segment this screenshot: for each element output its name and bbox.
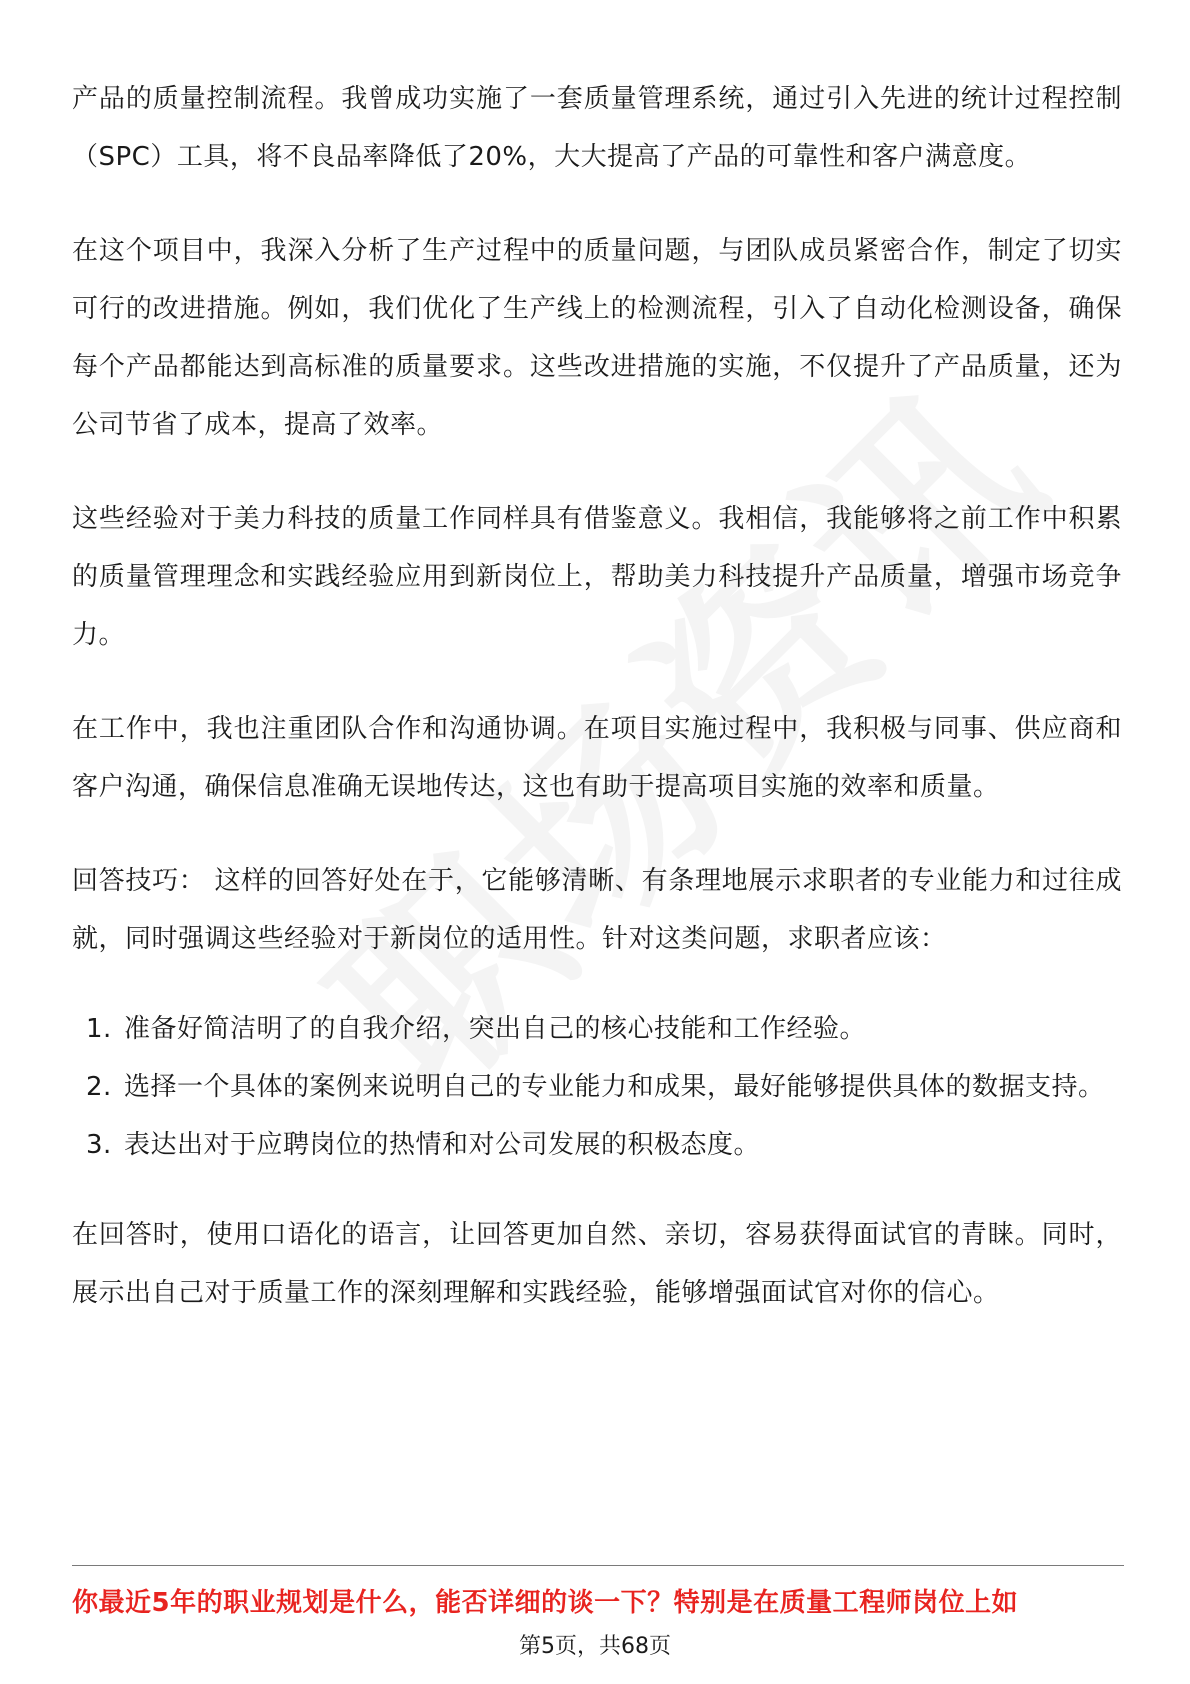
list-item-text: 准备好简洁明了的自我介绍，突出自己的核心技能和工作经验。 xyxy=(124,1014,867,1044)
list-item xyxy=(72,1000,1122,1058)
tips-list xyxy=(72,1000,1122,1174)
page-number: 第5页，共68页 xyxy=(519,1634,671,1659)
paragraph-project-detail: 在这个项目中，我深入分析了生产过程中的质量问题，与团队成员紧密合作，制定了切实可行的改进措施。例如，我们优化了生产线上的检测流程，引入了自动化检测设备，确保每个产品都能达到高标准的质量要求。这些改进措施的实施，不仅提升了产品质量，还为公司节省了成本，提高了效率。 xyxy=(72,236,1122,440)
paragraph-experience-value: 这些经验对于美力科技的质量工作同样具有借鉴意义。我相信，我能够将之前工作中积累的质量管理理念和实践经验应用到新岗位上，帮助美力科技提升产品质量，增强市场竞争力。 xyxy=(72,504,1122,650)
list-item-number: 2. xyxy=(86,1072,112,1102)
document-body xyxy=(72,70,1122,1358)
list-item xyxy=(72,1116,1122,1174)
list-item-text: 选择一个具体的案例来说明自己的专业能力和成果，最好能够提供具体的数据支持。 xyxy=(124,1072,1105,1102)
list-item-number: 1. xyxy=(86,1014,112,1044)
paragraph-closing: 在回答时，使用口语化的语言，让回答更加自然、亲切，容易获得面试官的青睐。同时，展示出自己对于质量工作的深刻理解和实践经验，能够增强面试官对你的信心。 xyxy=(72,1220,1122,1308)
paragraph-teamwork: 在工作中，我也注重团队合作和沟通协调。在项目实施过程中，我积极与同事、供应商和客户沟通，确保信息准确无误地传达，这也有助于提高项目实施的效率和质量。 xyxy=(72,714,1122,802)
section-divider xyxy=(72,1565,1124,1566)
list-item-number: 3. xyxy=(86,1130,112,1160)
paragraph-answer-tips: 回答技巧： 这样的回答好处在于，它能够清晰、有条理地展示求职者的专业能力和过往成就，同时强调这些经验对于新岗位的适用性。针对这类问题，求职者应该： xyxy=(72,866,1122,954)
list-item-text: 表达出对于应聘岗位的热情和对公司发展的积极态度。 xyxy=(124,1130,761,1160)
list-item xyxy=(72,1058,1122,1116)
paragraph-quality-control: 产品的质量控制流程。我曾成功实施了一套质量管理系统，通过引入先进的统计过程控制（SPC）工具，将不良品率降低了20%，大大提高了产品的可靠性和客户满意度。 xyxy=(72,84,1122,172)
next-question-heading: 你最近5年的职业规划是什么，能否详细的谈一下？特别是在质量工程师岗位上如 xyxy=(72,1588,1019,1618)
